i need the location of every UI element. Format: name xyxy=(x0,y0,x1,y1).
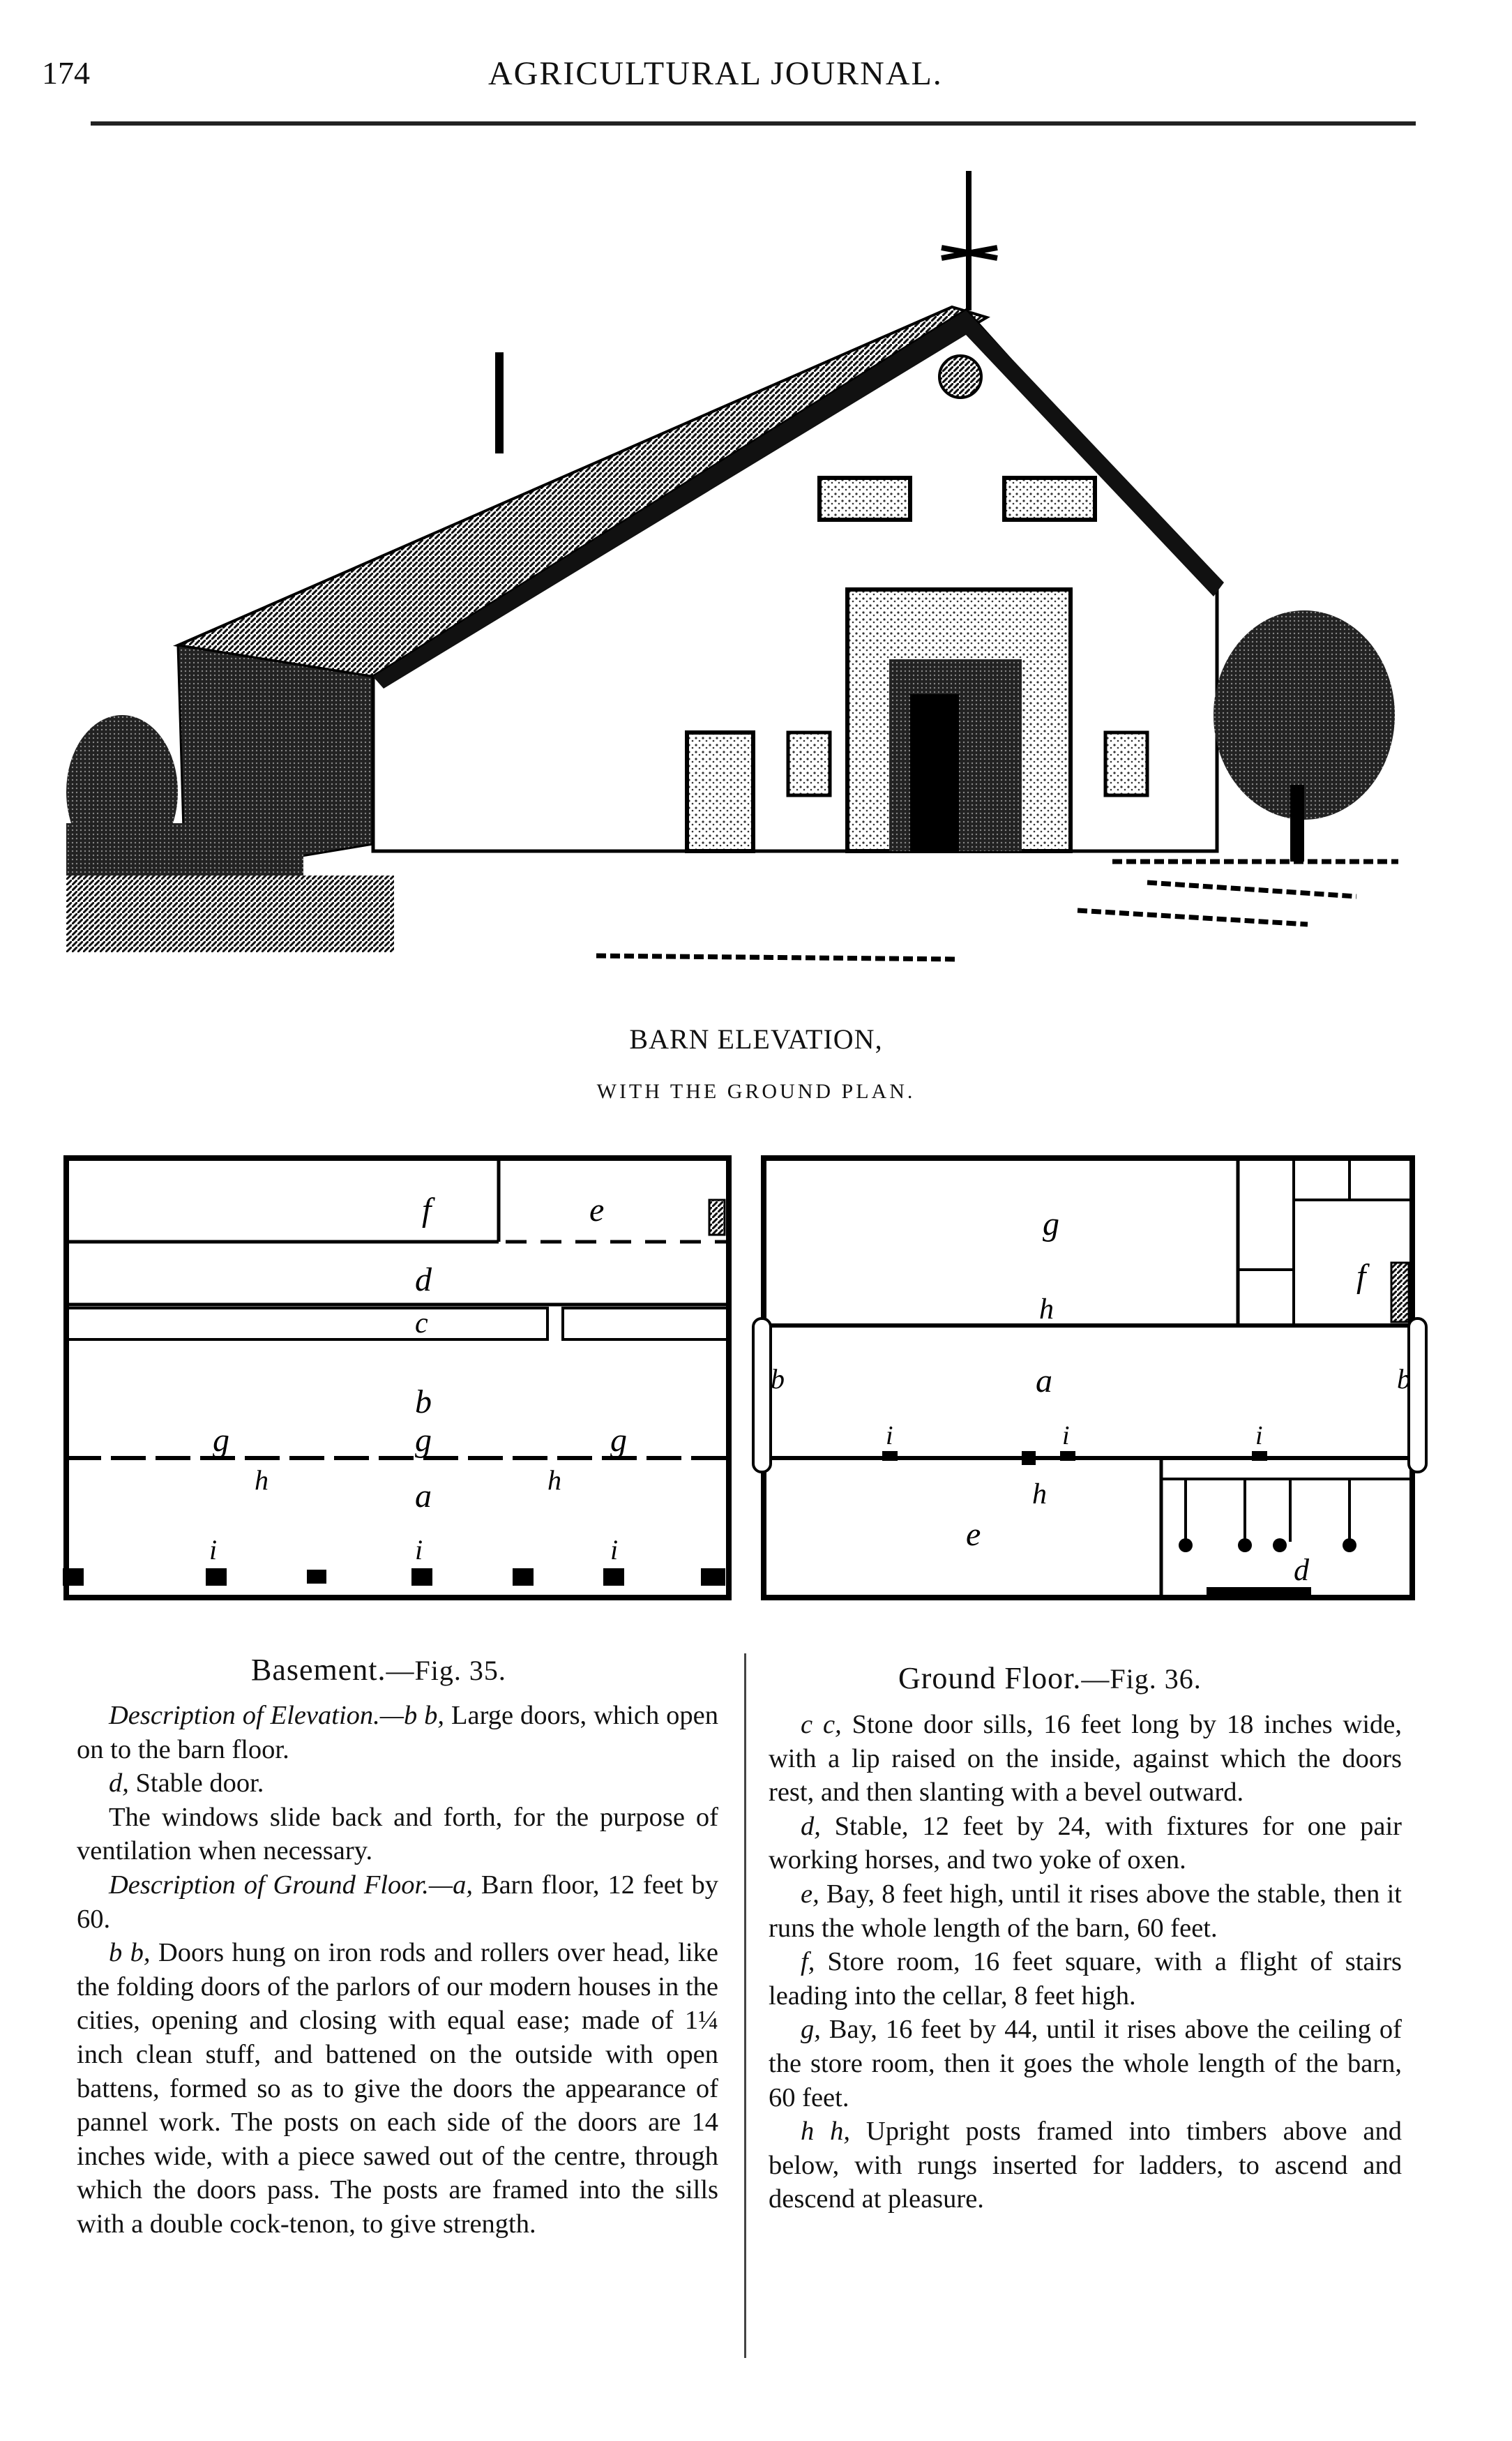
caption-title: BARN ELEVATION, xyxy=(629,1023,883,1055)
paragraph: f, Store room, 16 feet square, with a flight of stairs leading into the cellar, 8 feet high. xyxy=(769,1947,1402,2011)
plan-label-e: e xyxy=(589,1192,605,1229)
plan-label-g-3: g xyxy=(610,1422,627,1459)
ground-label-b-2: b xyxy=(1397,1363,1411,1395)
ground-label-h-1: h xyxy=(1039,1293,1054,1325)
paragraph: h h, Upright posts framed into timbers above and below, with rungs inserted for ladders, to ascend and descend at pleasure. xyxy=(769,2117,1403,2214)
page-number: 174 xyxy=(42,55,90,91)
plan-label-i-3: i xyxy=(610,1534,619,1565)
paragraph: Description of Ground Floor.—a, Barn floor, 12 feet by 60. xyxy=(77,1870,718,1934)
figure-label-basement-number: —Fig. 35. xyxy=(386,1655,506,1686)
figure-label-ground-floor xyxy=(898,1660,1202,1696)
ground-label-e: e xyxy=(966,1516,981,1553)
ground-label-d: d xyxy=(1294,1553,1309,1587)
ground-label-a: a xyxy=(1036,1362,1052,1399)
ground-label-i-3: i xyxy=(1255,1421,1263,1450)
running-title: AGRICULTURAL JOURNAL. xyxy=(488,55,943,92)
paragraph: e, Bay, 8 feet high, until it rises above the stable, then it runs the whole length of the barn, 60 feet. xyxy=(769,1879,1402,1943)
column-divider xyxy=(744,1653,746,2358)
ground-label-b-1: b xyxy=(771,1363,785,1395)
caption-subtitle: WITH THE GROUND PLAN. xyxy=(596,1080,916,1103)
paragraph: Description of Elevation.—b b, Large doors, which open on to the barn floor. xyxy=(77,1701,718,1764)
figure-label-ground-number: —Fig. 36. xyxy=(1081,1663,1202,1695)
paragraph: c c, Stone door sills, 16 feet long by 18 inches wide, with a lip raised on the inside, against which the doors rest, and then slanting with a bevel outward. xyxy=(769,1710,1403,1808)
ground-label-f: f xyxy=(1356,1258,1366,1295)
plan-label-g-2: g xyxy=(415,1422,432,1459)
left-text-column xyxy=(77,1699,718,2241)
barn-elevation-illustration xyxy=(66,171,1398,980)
paragraph: d, Stable door. xyxy=(109,1768,264,1798)
plan-label-h-2: h xyxy=(547,1464,561,1496)
ground-label-g: g xyxy=(1043,1206,1059,1242)
plan-label-i-2: i xyxy=(415,1534,423,1565)
plan-label-f: f xyxy=(422,1192,432,1229)
plan-label-b: b xyxy=(415,1383,432,1420)
figure-label-basement xyxy=(251,1652,506,1688)
paragraph: g, Bay, 16 feet by 44, until it rises above the ceiling of the store room, then it goes the whole length of the barn, 60 feet. xyxy=(769,2015,1402,2112)
basement-plan xyxy=(59,1151,736,1608)
ground-label-i-2: i xyxy=(1062,1421,1070,1450)
figure-label-basement-title: Basement. xyxy=(251,1653,386,1687)
plan-label-h-1: h xyxy=(255,1464,269,1496)
paragraph: b b, Doors hung on iron rods and rollers over head, like the folding doors of the parlors of our modern houses in the cities, opening and closing with equal ease; made of 1¼ inch clean stuff, and battened on the outside with open battens, formed so as to give the doors the appearance of pannel work. The posts on each side of the doors are 14 inches wide, with a piece sawed out of the centre, through which the doors pass. The posts are framed into the sills with a double cock-tenon, to give strength. xyxy=(77,1938,718,2239)
figure-label-ground-title: Ground Floor. xyxy=(898,1661,1082,1695)
header-rule xyxy=(91,121,1416,126)
right-text-column xyxy=(769,1708,1402,2216)
plan-label-c: c xyxy=(415,1307,428,1339)
plan-label-d: d xyxy=(415,1261,432,1298)
plan-label-g-1: g xyxy=(213,1422,229,1459)
ground-label-i-1: i xyxy=(886,1421,893,1450)
plan-label-a: a xyxy=(415,1478,432,1515)
paragraph: d, Stable, 12 feet by 24, with fixtures for one pair working horses, and two yoke of oxen. xyxy=(769,1811,1402,1875)
ground-floor-plan xyxy=(750,1151,1430,1608)
paragraph: The windows slide back and forth, for the purpose of ventilation when necessary. xyxy=(77,1802,718,1866)
ground-label-h-2: h xyxy=(1032,1478,1047,1510)
plan-label-i-1: i xyxy=(209,1534,218,1565)
